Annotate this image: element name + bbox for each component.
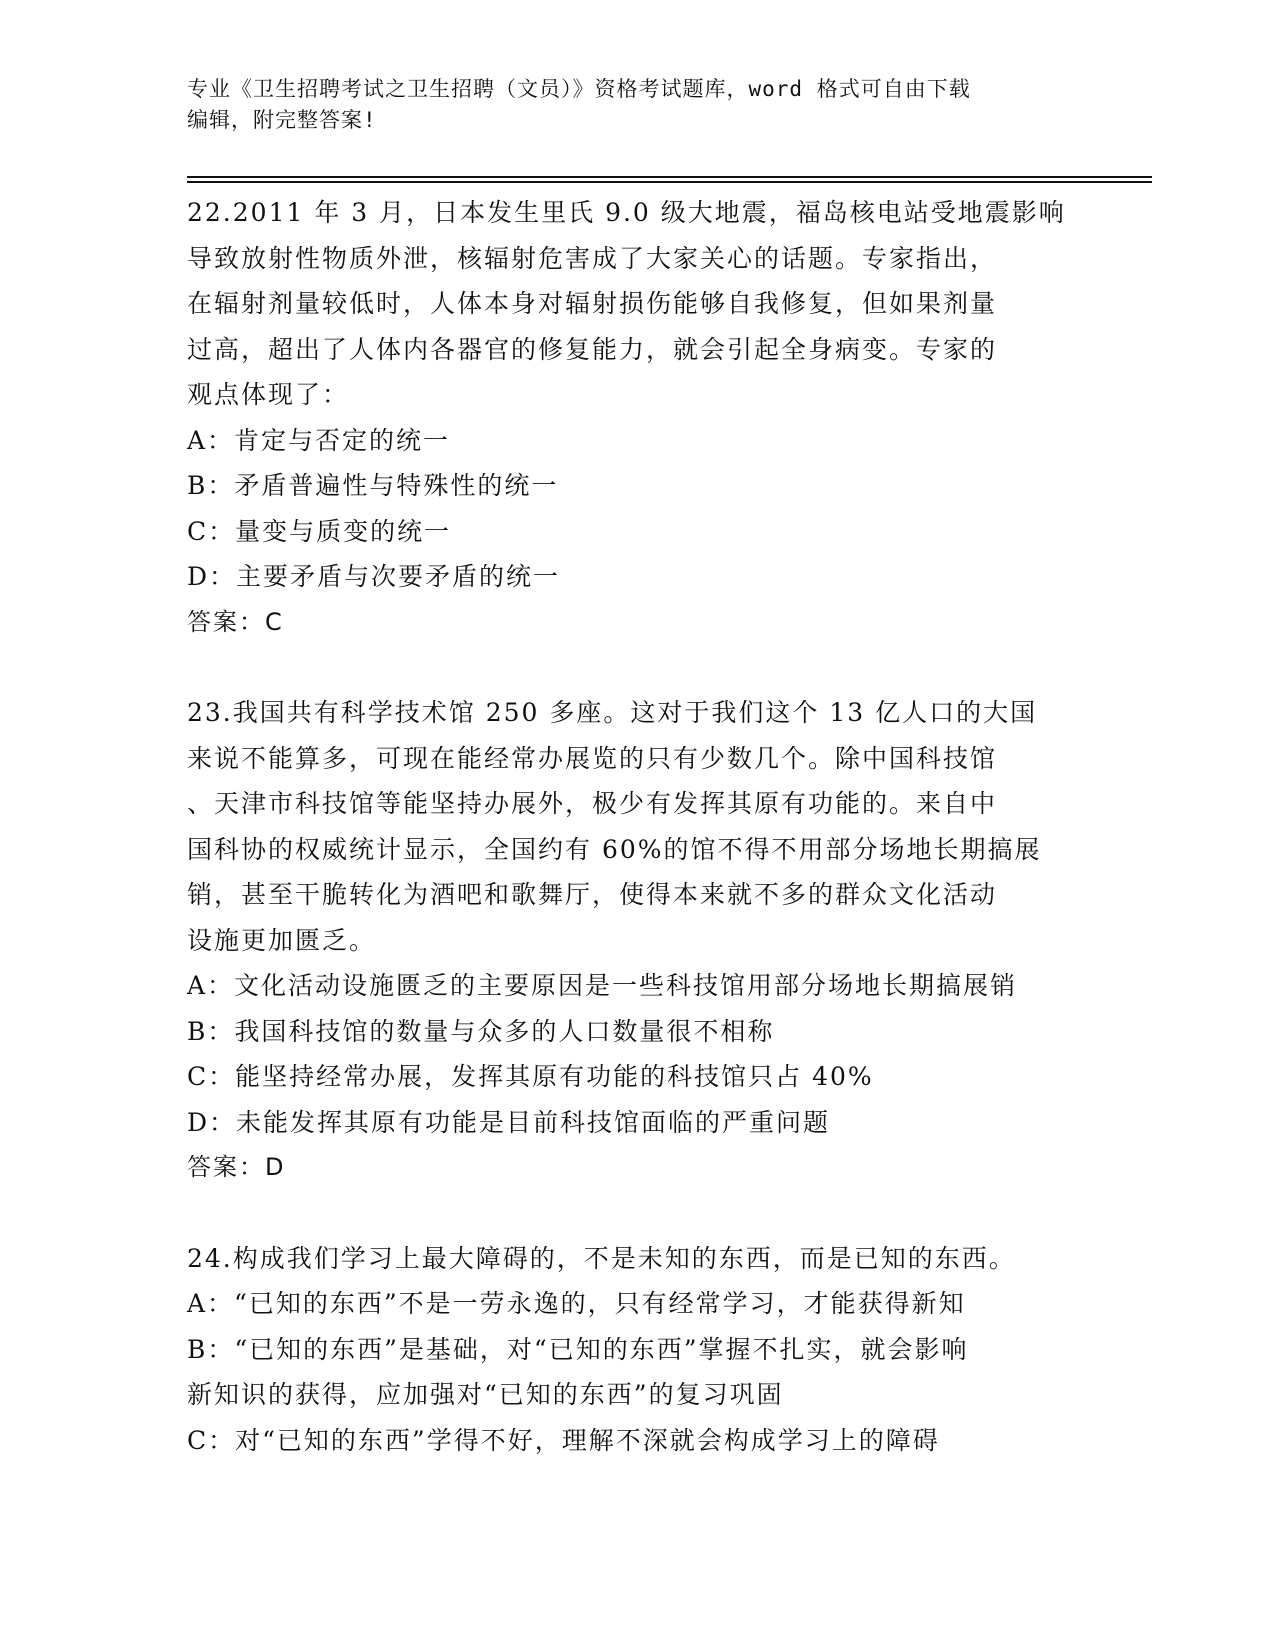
header-line-2: 编辑，附完整答案! bbox=[187, 108, 377, 132]
question-stem-line: 导致放射性物质外泄，核辐射危害成了大家关心的话题。专家指出， bbox=[187, 243, 998, 273]
question-22 bbox=[187, 190, 1087, 645]
question-list bbox=[187, 190, 1087, 1463]
question-stem-line: 设施更加匮乏。 bbox=[187, 925, 377, 955]
option-c: C：能坚持经常办展，发挥其原有功能的科技馆只占 40% bbox=[187, 1062, 874, 1091]
option-d: D：未能发挥其原有功能是目前科技馆面临的严重问题 bbox=[187, 1107, 831, 1137]
header-divider-top bbox=[187, 176, 1152, 178]
option-b-continued: 新知识的获得，应加强对“已知的东西”的复习巩固 bbox=[187, 1380, 784, 1409]
question-stem-line: 在辐射剂量较低时，人体本身对辐射损伤能够自我修复，但如果剂量 bbox=[187, 289, 998, 318]
question-stem-line: 国科协的权威统计显示，全国约有 60%的馆不得不用部分场地长期搞展 bbox=[187, 834, 1042, 864]
question-stem-line: 观点体现了： bbox=[187, 380, 350, 409]
option-a: A：文化活动设施匮乏的主要原因是一些科技馆用部分场地长期搞展销 bbox=[187, 971, 1018, 1000]
option-c: C：量变与质变的统一 bbox=[187, 516, 452, 546]
option-b: B：“已知的东西”是基础，对“已知的东西”掌握不扎实，就会影响 bbox=[187, 1334, 969, 1364]
option-b: B：矛盾普遍性与特殊性的统一 bbox=[187, 471, 559, 500]
document-header bbox=[187, 74, 1087, 136]
header-divider-bottom bbox=[187, 181, 1152, 183]
question-stem-line: 23.我国共有科学技术馆 250 多座。这对于我们这个 13 亿人口的大国 bbox=[187, 698, 1038, 727]
question-stem-line: 来说不能算多，可现在能经常办展览的只有少数几个。除中国科技馆 bbox=[187, 743, 998, 773]
option-a: A：肯定与否定的统一 bbox=[187, 425, 451, 455]
question-23 bbox=[187, 690, 1087, 1191]
answer-label: 答案：D bbox=[187, 1153, 286, 1181]
question-stem-line: 、天津市科技馆等能坚持办展外，极少有发挥其原有功能的。来自中 bbox=[187, 789, 998, 818]
question-stem-line: 22.2011 年 3 月，日本发生里氏 9.0 级大地震，福岛核电站受地震影响 bbox=[187, 198, 1066, 227]
question-stem-line: 销，甚至干脆转化为酒吧和歌舞厅，使得本来就不多的群众文化活动 bbox=[187, 880, 998, 909]
question-stem-line: 24.构成我们学习上最大障碍的，不是未知的东西，而是已知的东西。 bbox=[187, 1243, 1016, 1273]
option-a: A：“已知的东西”不是一劳永逸的，只有经常学习，才能获得新知 bbox=[187, 1289, 966, 1318]
question-spacer bbox=[187, 645, 1087, 690]
question-stem-line: 过高，超出了人体内各器官的修复能力，就会引起全身病变。专家的 bbox=[187, 334, 998, 364]
option-d: D：主要矛盾与次要矛盾的统一 bbox=[187, 562, 561, 591]
question-24 bbox=[187, 1236, 1087, 1464]
option-b: B：我国科技馆的数量与众多的人口数量很不相称 bbox=[187, 1016, 775, 1046]
answer-label: 答案：C bbox=[187, 607, 284, 636]
question-spacer bbox=[187, 1191, 1087, 1236]
option-c: C：对“已知的东西”学得不好，理解不深就会构成学习上的障碍 bbox=[187, 1425, 940, 1455]
header-line-1: 专业《卫生招聘考试之卫生招聘（文员）》资格考试题库，word 格式可自由下载 bbox=[187, 77, 971, 101]
